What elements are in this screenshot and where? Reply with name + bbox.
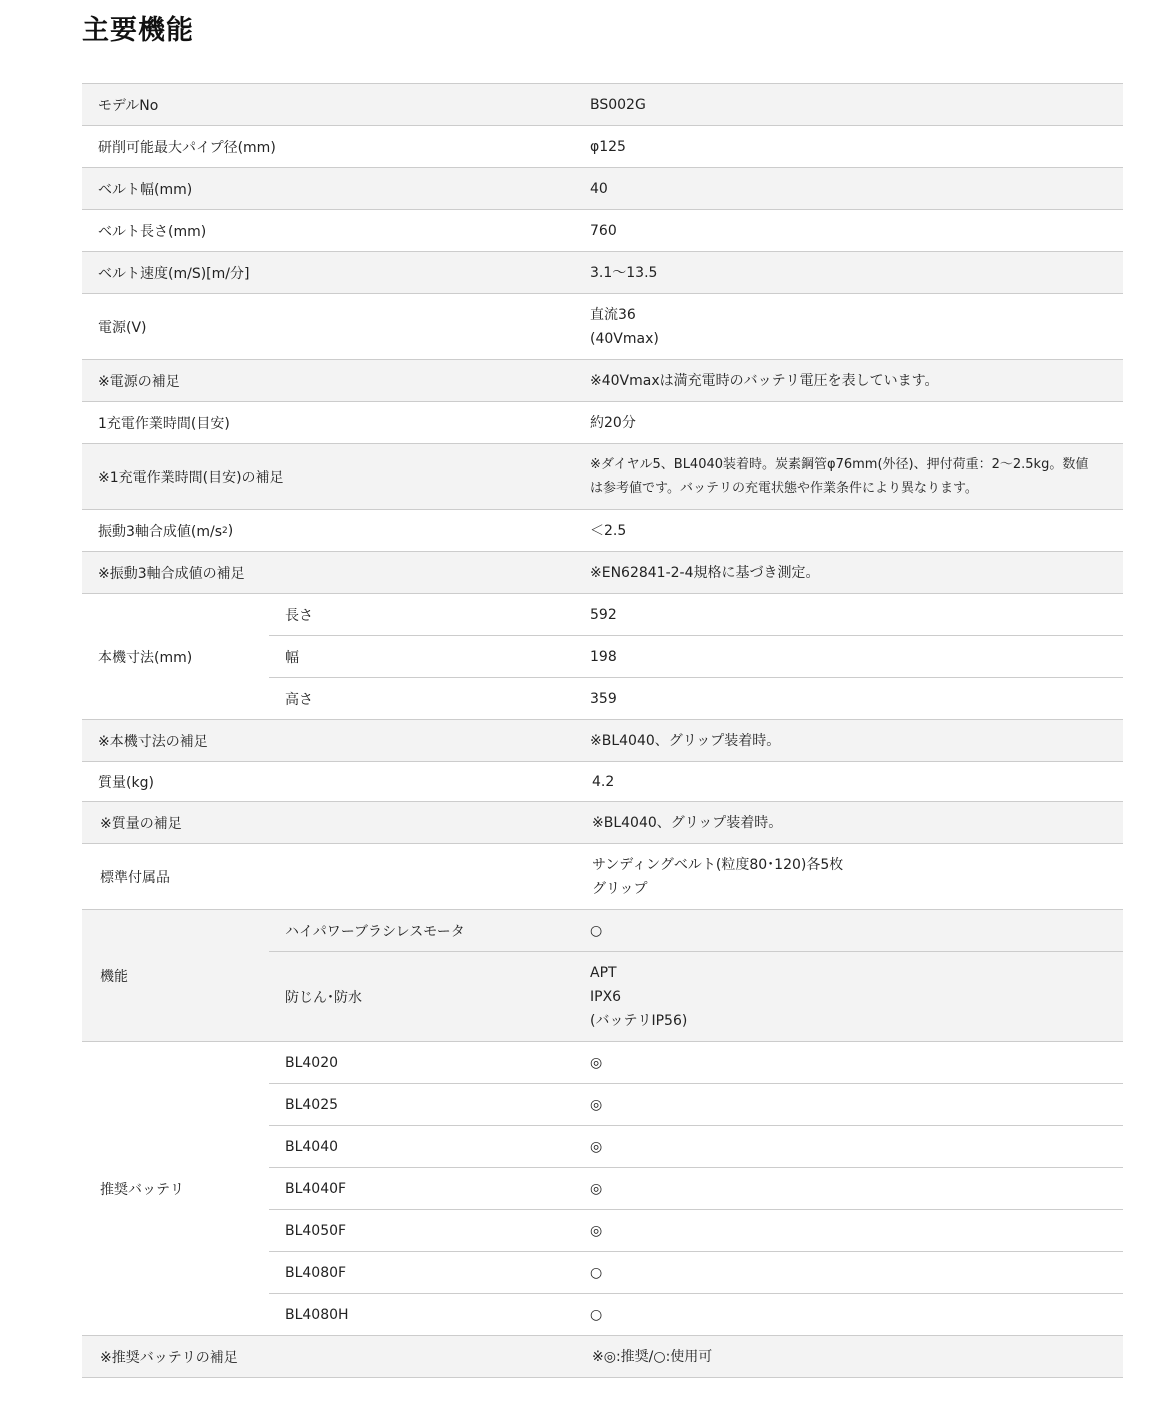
spec-subrow: [269, 678, 1123, 719]
spec-value: 592: [590, 606, 617, 623]
spec-value: 約20分: [590, 414, 636, 431]
spec-row-belt-length: [82, 210, 1123, 252]
spec-sublabel: 防じん･防水: [285, 989, 362, 1006]
spec-subrow: [269, 1084, 1123, 1126]
spec-value: [592, 844, 1107, 909]
spec-sublabel: BL4025: [285, 1096, 339, 1113]
spec-row-belt-width: [82, 168, 1123, 210]
spec-label: ベルト長さ(mm): [98, 223, 207, 240]
spec-subrow: [269, 910, 1123, 952]
spec-value: 3.1〜13.5: [590, 264, 658, 281]
spec-value: ◎: [590, 1222, 603, 1239]
spec-sublabel: BL4040F: [285, 1180, 347, 1197]
spec-value: ◎: [590, 1138, 603, 1155]
spec-row-dimensions-note: [82, 720, 1123, 762]
spec-label: 研削可能最大パイプ径(mm): [98, 139, 276, 156]
spec-value: 359: [590, 690, 617, 707]
spec-sublabel: ハイパワーブラシレスモータ: [285, 923, 465, 940]
spec-row-vibration-note: [82, 552, 1123, 594]
spec-sublabel: 幅: [285, 649, 299, 666]
spec-sublabel: BL4020: [285, 1054, 339, 1071]
spec-value-line: ※ダイヤル5、BL4040装着時。炭素鋼管φ76mm(外径)、押付荷重：2〜2.5kg。数値: [590, 456, 1089, 472]
spec-value-line: IPX6: [590, 988, 622, 1005]
spec-label: ※振動3軸合成値の補足: [98, 565, 245, 582]
spec-label: [98, 510, 233, 551]
spec-value: ◎: [590, 1180, 603, 1197]
spec-subrow: [269, 952, 1123, 1041]
spec-label: 機能: [100, 968, 128, 985]
spec-row-dimensions: [82, 594, 1123, 720]
spec-label: 質量(kg): [98, 774, 154, 791]
spec-value-line: (40Vmax): [590, 330, 659, 347]
spec-value: ◎: [590, 1054, 603, 1071]
spec-table: [82, 83, 1123, 1378]
spec-label: ※本機寸法の補足: [98, 733, 208, 750]
spec-label-text: 振動3軸合成値(m/s: [98, 523, 223, 540]
spec-value: ※BL4040、グリップ装着時。: [590, 732, 781, 749]
spec-value: ○: [590, 922, 603, 939]
spec-row-pipe: [82, 126, 1123, 168]
spec-row-accessories: [82, 844, 1123, 910]
spec-row-power-note: [82, 360, 1123, 402]
spec-sublabel: BL4080H: [285, 1306, 349, 1323]
spec-subrow: [269, 1126, 1123, 1168]
spec-value: ※40Vmaxは満充電時のバッテリ電圧を表しています。: [590, 372, 939, 389]
spec-label: ※1充電作業時間(目安)の補足: [98, 469, 284, 486]
superscript: 2: [222, 525, 228, 536]
spec-value: ※BL4040、グリップ装着時。: [592, 814, 783, 831]
spec-label: 1充電作業時間(目安): [98, 415, 230, 432]
spec-value: [590, 952, 1107, 1041]
spec-sublabel: 高さ: [285, 691, 313, 708]
spec-value: 4.2: [592, 773, 615, 790]
spec-label-text: ): [227, 522, 234, 539]
spec-subrow: [269, 1294, 1123, 1335]
spec-value: ◎: [590, 1096, 603, 1113]
spec-value: ○: [590, 1306, 603, 1323]
spec-label: 本機寸法(mm): [98, 649, 193, 666]
spec-row-features: [82, 910, 1123, 1042]
spec-value-line: は参考値です。バッテリの充電状態や作業条件により異なります。: [590, 480, 978, 496]
spec-value: ※EN62841-2-4規格に基づき測定。: [590, 564, 820, 581]
spec-label: ベルト幅(mm): [98, 181, 193, 198]
spec-row-model: [82, 84, 1123, 126]
spec-sublabel: BL4050F: [285, 1222, 347, 1239]
spec-value: 760: [590, 222, 617, 239]
spec-subrow: [269, 1252, 1123, 1294]
spec-row-weight: [82, 762, 1123, 802]
spec-subrow: [269, 1210, 1123, 1252]
spec-label: ※推奨バッテリの補足: [100, 1349, 238, 1366]
spec-row-batteries-note: [82, 1336, 1123, 1378]
spec-value-line: サンディングベルト(粒度80･120)各5枚: [592, 856, 844, 873]
spec-label: モデルNo: [98, 97, 159, 114]
spec-row-weight-note: [82, 802, 1123, 844]
spec-row-belt-speed: [82, 252, 1123, 294]
spec-row-vibration: [82, 510, 1123, 552]
spec-value-line: APT: [590, 964, 617, 981]
spec-row-runtime-note: [82, 444, 1123, 510]
spec-value: BS002G: [590, 96, 646, 113]
spec-value: ○: [590, 1264, 603, 1281]
spec-subrow: [269, 636, 1123, 678]
spec-value: ※◎:推奨/○:使用可: [592, 1348, 713, 1365]
spec-sublabel: BL4040: [285, 1138, 339, 1155]
spec-value: 40: [590, 180, 608, 197]
spec-sublabel: BL4080F: [285, 1264, 347, 1281]
spec-value: 198: [590, 648, 617, 665]
spec-value-line: (バッテリIP56): [590, 1012, 688, 1029]
spec-value: ＜2.5: [590, 522, 627, 539]
spec-label: 標準付属品: [100, 869, 170, 886]
page-title: 主要機能: [82, 15, 194, 46]
spec-row-power: [82, 294, 1123, 360]
spec-row-batteries: [82, 1042, 1123, 1336]
spec-row-runtime: [82, 402, 1123, 444]
spec-value: [590, 444, 1107, 509]
spec-label: 推奨バッテリ: [100, 1181, 184, 1198]
spec-value-line: 直流36: [590, 306, 636, 323]
spec-label: ベルト速度(m/S)[m/分]: [98, 265, 250, 282]
spec-value-line: グリップ: [592, 880, 648, 897]
spec-value: φ125: [590, 138, 626, 155]
spec-label: 電源(V): [98, 319, 147, 336]
spec-subrow: [269, 1168, 1123, 1210]
spec-sublabel: 長さ: [285, 607, 313, 624]
spec-label: ※質量の補足: [100, 815, 182, 832]
spec-label: ※電源の補足: [98, 373, 180, 390]
spec-value: [590, 294, 1107, 359]
spec-subrow: [269, 594, 1123, 636]
spec-subrow: [269, 1042, 1123, 1084]
